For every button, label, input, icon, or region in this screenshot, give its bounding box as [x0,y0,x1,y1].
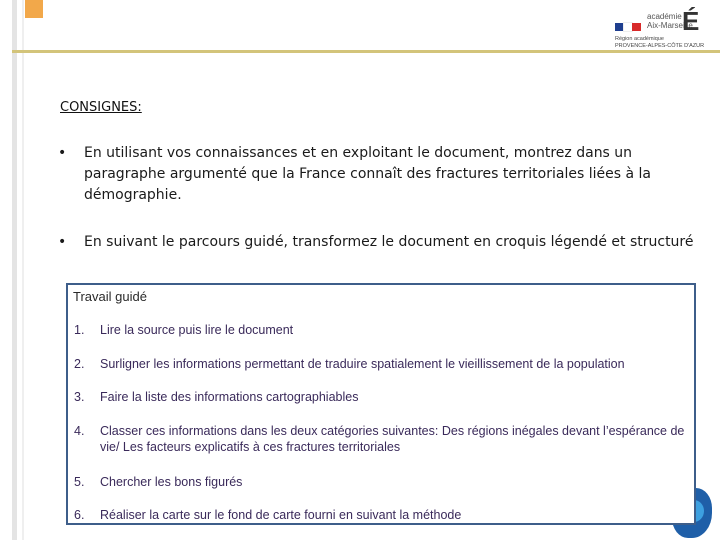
guided-work-box [66,283,696,525]
consignes-title: CONSIGNES: [60,100,142,115]
step-item: 6. Réaliser la carte sur le fond de carte fourni en suivant la méthode [74,508,462,522]
step-item: 1. Lire la source puis lire le document [74,323,294,337]
guided-work-title: Travail guidé [73,289,147,304]
french-flag-icon [615,16,641,24]
consigne-item: • En suivant le parcours guidé, transformez le document en croquis légendé et structuré [56,232,696,253]
frame-left-thin-bar [22,0,24,540]
step-item: 2. Surligner les informations permettant de traduire spatialement le vieillissement de la population [74,357,625,371]
consigne-item: • En utilisant vos connaissances et en exploitant le document, montrez dans un paragraphe argumenté que la France connaît des fractures territoriales liées à la démographie. [58,145,651,203]
logo-letter: É [682,6,700,36]
academy-logo [612,8,712,52]
corner-accent [25,0,43,18]
logo-academy-name: académie Aix-Marseille [647,12,693,30]
step-item: 5. Chercher les bons figurés [74,475,243,489]
step-item: 4. Classer ces informations dans les deux catégories suivantes: Des régions inégales devant l’espérance de vie/ Les facteurs explicatifs à ces fractures territoriales [74,424,685,454]
logo-region: Région académique PROVENCE-ALPES-CÔTE D'AZUR [615,36,705,49]
bullet-icon: • [58,145,67,161]
bullet-icon: • [58,234,67,250]
consignes-list [56,143,696,279]
frame-left-bar [12,0,17,540]
step-item: 3. Faire la liste des informations cartographiables [74,390,359,404]
